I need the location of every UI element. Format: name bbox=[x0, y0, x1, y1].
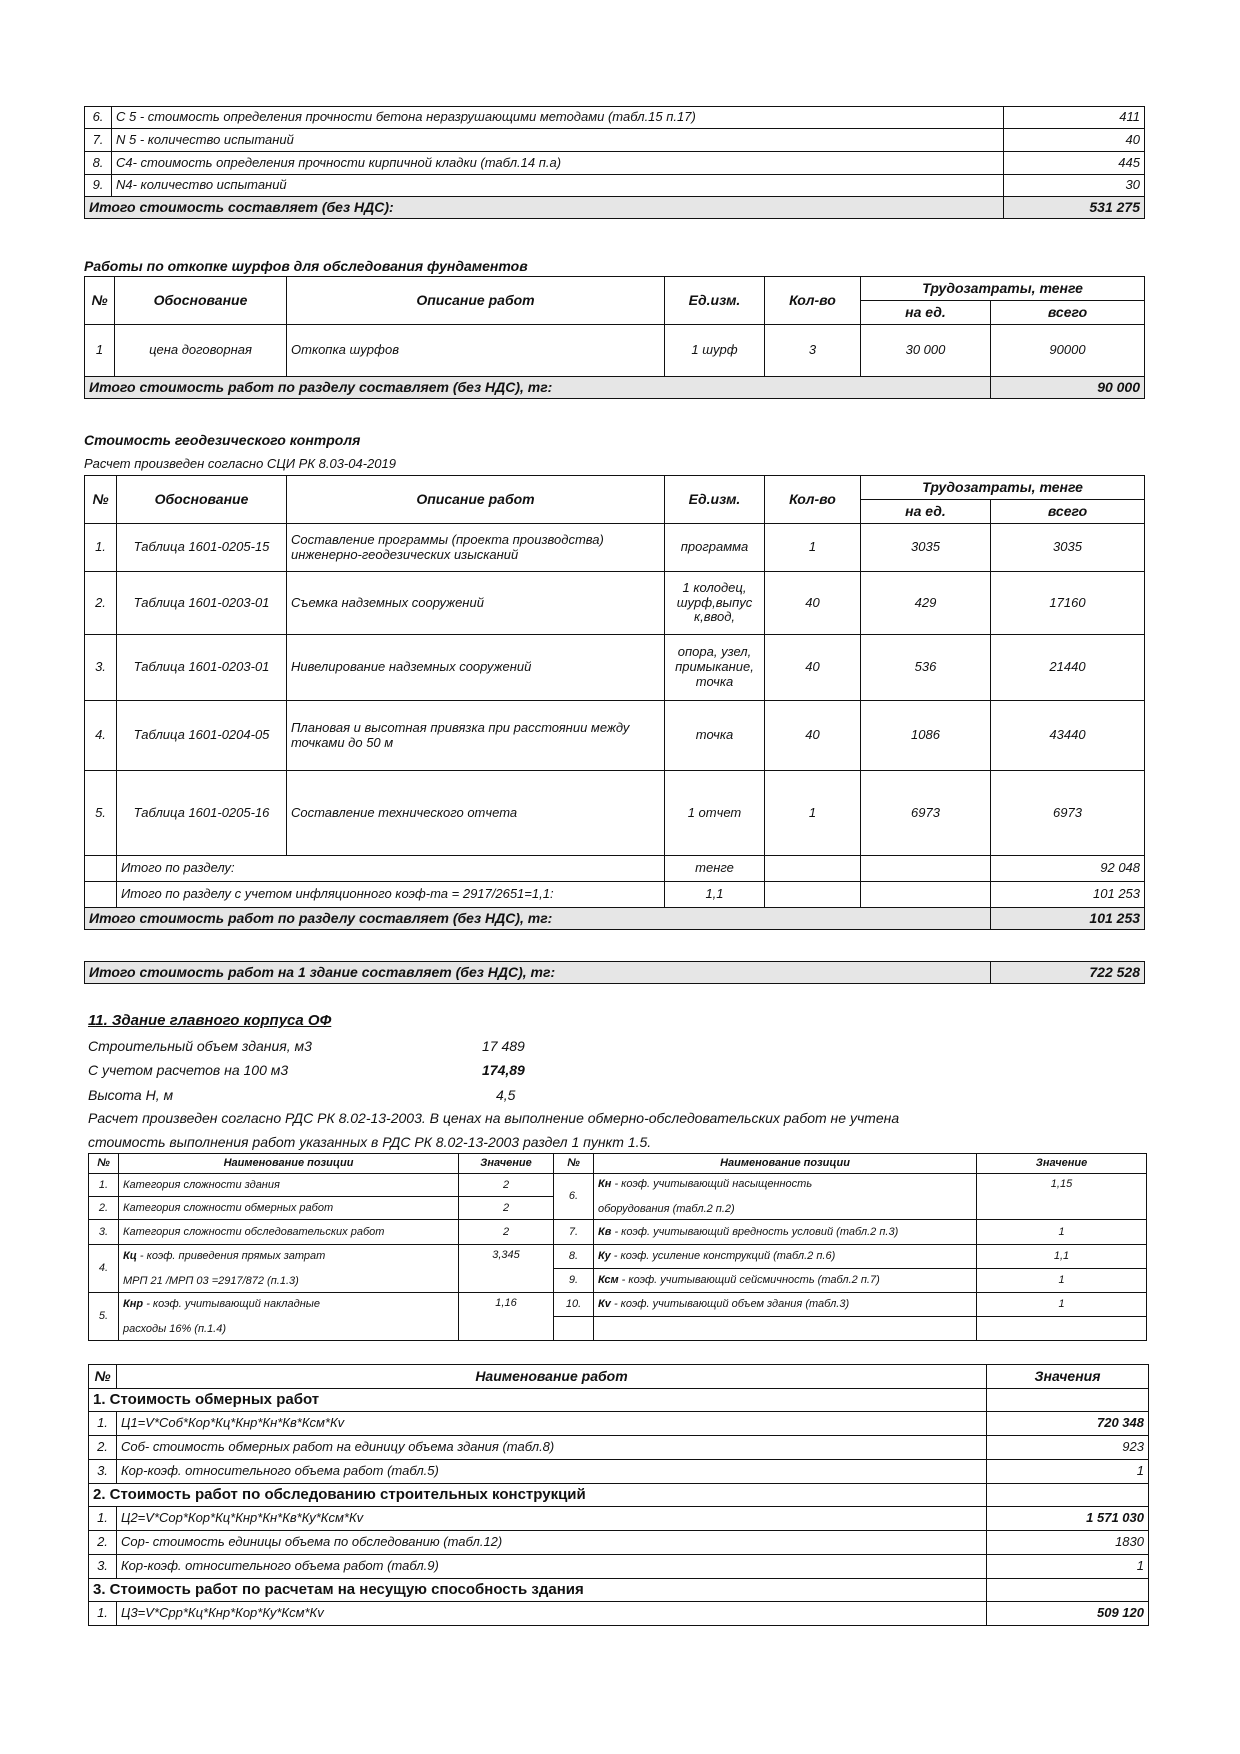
param-label: С учетом расчетов на 100 м3 bbox=[88, 1062, 289, 1078]
table-row: 1. Категория сложности здания 2 6. Кн - коэф. учитывающий насыщенность оборудования (табл.2 п.2) 1,15 bbox=[89, 1174, 1147, 1197]
total-row: Итого стоимость составляет (без НДС): 531 275 bbox=[85, 197, 1145, 219]
excavation-table: № Обоснование Описание работ Ед.изм. Кол-во Трудозатраты, тенге на ед. всего 1 цена договорная Откопка шурфов 1 шурф 3 30 000 90000 Итого стоимость работ по разделу составляет (без НДС), тг: 90 000 bbox=[84, 276, 1145, 399]
table-row: 3. Кор-коэф. относительного объема работ (табл.9) 1 bbox=[89, 1555, 1149, 1579]
section-heading: Работы по откопке шурфов для обследования фундаментов bbox=[84, 258, 528, 274]
table-row: 2. Соб- стоимость обмерных работ на единицу объема здания (табл.8) 923 bbox=[89, 1436, 1149, 1460]
table-row: 2. Сор- стоимость единицы объема по обследованию (табл.12) 1830 bbox=[89, 1531, 1149, 1555]
param-value: 17 489 bbox=[482, 1038, 525, 1054]
table-row: 9. Ксм - коэф. учитывающий сейсмичность (табл.2 п.7) 1 bbox=[89, 1269, 1147, 1293]
grand-total: Итого стоимость работ на 1 здание составляет (без НДС), тг: 722 528 bbox=[84, 961, 1145, 984]
section-row: 2. Стоимость работ по обследованию строительных конструкций bbox=[89, 1484, 1149, 1507]
table-row: 1. Ц1=V*Соб*Кор*Кц*Кнр*Кн*Кв*Ксм*Кv 720 348 bbox=[89, 1412, 1149, 1436]
geodetic-table: № Обоснование Описание работ Ед.изм. Кол-во Трудозатраты, тенге на ед. всего 1. Таблица 1601-0205-15 Составление программы (проекта производства) инженерно-геодезических изысканий программа 1 3035 3035 2. Таблица 1601-0203-01 Съемка надземных сооружений 1 колодец, шурф,выпус к,ввод, 40 429 17160 3. Таблица 1601-0203-01 Нивелирование надземных сооружений опора, узел, примыкание, точка 40 536 21440 4. Таблица 1601-0204-05 Плановая и высотная привязка при расстоянии между точками до 50 м точка 40 1086 43440 5. Таблица 1601-0205-16 Составление технического отчета 1 отчет 1 6973 6973 Итого по разделу: тенге 92 048 Итого по разделу с учетом инфляционного коэф-та = 2917/2651=1,1: 1,1 101 253 Итого стоимость работ по разделу составляет (без НДС), тг: 101 253 bbox=[84, 475, 1145, 930]
table-row: 4. Кц - коэф. приведения прямых затрат МРП 21 /МРП 03 =2917/872 (п.1.3) 3,345 8. Ку - коэф. усиление конструкций (табл.2 п.6) 1,1 bbox=[89, 1245, 1147, 1269]
table-row: 5. Таблица 1601-0205-16 Составление технического отчета 1 отчет 1 6973 6973 bbox=[85, 771, 1145, 856]
table-row: 3. Кор-коэф. относительного объема работ (табл.5) 1 bbox=[89, 1460, 1149, 1484]
section-row: 1. Стоимость обмерных работ bbox=[89, 1389, 1149, 1412]
works-cost-table: № Наименование работ Значения 1. Стоимость обмерных работ 1. Ц1=V*Соб*Кор*Кц*Кнр*Кн*Кв*Ксм*Кv 720 348 2. Соб- стоимость обмерных работ на единицу объема здания (табл.8) 923 3. Кор-коэф. относительного объема работ (табл.5) 1 2. Стоимость работ по обследованию строительных конструкций 1. Ц2=V*Сор*Кор*Кц*Кнр*Кн*Кв*Ку*Ксм*Кv 1 571 030 2. Сор- стоимость единицы объема по обследованию (табл.12) 1830 3. Кор-коэф. относительного объема работ (табл.9) 1 3. Стоимость работ по расчетам на несущую способность здания 1. Ц3=V*Срр*Кц*Кнр*Кор*Ку*Ксм*Кv 509 120 bbox=[88, 1364, 1149, 1626]
table-row: 1. Таблица 1601-0205-15 Составление программы (проекта производства) инженерно-геодезических изысканий программа 1 3035 3035 bbox=[85, 524, 1145, 572]
note-line: Расчет произведен согласно РДС РК 8.02-13-2003. В ценах на выполнение обмерно-обследовательских работ не учтена bbox=[88, 1110, 900, 1126]
table-row: 8. C4- стоимость определения прочности кирпичной кладки (табл.14 п.а) 445 bbox=[85, 152, 1145, 175]
subtotal-row: Итого по разделу: тенге 92 048 bbox=[85, 856, 1145, 882]
subtotal-row: Итого по разделу с учетом инфляционного коэф-та = 2917/2651=1,1: 1,1 101 253 bbox=[85, 882, 1145, 908]
coefficients-table: № Наименование позиции Значение № Наименование позиции Значение 1. Категория сложности здания 2 6. Кн - коэф. учитывающий насыщенность оборудования (табл.2 п.2) 1,15 2. Категория сложности обмерных работ 2 3. Категория сложности обследовательских работ 2 7. Кв - коэф. учитывающий вредность условий (табл.2 п.3) 1 4. Кц - коэф. приведения прямых затрат МРП 21 /МРП 03 =2917/872 (п.1.3) 3,345 8. Ку - коэф. усиление конструкций (табл.2 п.6) 1,1 9. Ксм - коэф. учитывающий сейсмичность (табл.2 п.7) 1 5. Кнр - коэф. учитывающий накладные расходы 16% (п.1.4) 1,16 10. Кv - коэф. учитывающий объем здания (табл.3) 1 bbox=[88, 1153, 1147, 1341]
table-row: 2. Категория сложности обмерных работ 2 bbox=[89, 1197, 1147, 1220]
cost-table-1 bbox=[84, 106, 1145, 219]
section-row: 3. Стоимость работ по расчетам на несущую способность здания bbox=[89, 1579, 1149, 1602]
param-label: Строительный объем здания, м3 bbox=[88, 1038, 312, 1054]
table-row: 1 цена договорная Откопка шурфов 1 шурф 3 30 000 90000 bbox=[85, 325, 1145, 377]
param-label: Высота Н, м bbox=[88, 1087, 174, 1103]
section-subheading: Расчет произведен согласно СЦИ РК 8.03-04-2019 bbox=[84, 456, 396, 471]
table-row: 3. Категория сложности обследовательских работ 2 7. Кв - коэф. учитывающий вредность условий (табл.2 п.3) 1 bbox=[89, 1220, 1147, 1245]
note-line: стоимость выполнения работ указанных в РДС РК 8.02-13-2003 раздел 1 пункт 1.5. bbox=[88, 1134, 652, 1150]
table-row: 5. Кнр - коэф. учитывающий накладные расходы 16% (п.1.4) 1,16 10. Кv - коэф. учитывающий объем здания (табл.3) 1 bbox=[89, 1293, 1147, 1317]
table-row: 6. C 5 - стоимость определения прочности бетона неразрушающими методами (табл.15 п.17) 411 bbox=[85, 107, 1145, 129]
table-row: 7. N 5 - количество испытаний 40 bbox=[85, 129, 1145, 152]
total-row: Итого стоимость работ по разделу составляет (без НДС), тг: 90 000 bbox=[85, 377, 1145, 399]
table-row: 9. N4- количество испытаний 30 bbox=[85, 175, 1145, 197]
section-heading: Стоимость геодезического контроля bbox=[84, 432, 361, 448]
total-row: Итого стоимость работ по разделу составляет (без НДС), тг: 101 253 bbox=[85, 908, 1145, 930]
table-row: 2. Таблица 1601-0203-01 Съемка надземных сооружений 1 колодец, шурф,выпус к,ввод, 40 429 17160 bbox=[85, 572, 1145, 635]
building-heading: 11. Здание главного корпуса ОФ bbox=[88, 1012, 332, 1029]
param-value: 4,5 bbox=[496, 1087, 516, 1103]
table-row: 3. Таблица 1601-0203-01 Нивелирование надземных сооружений опора, узел, примыкание, точка 40 536 21440 bbox=[85, 635, 1145, 701]
param-value: 174,89 bbox=[482, 1062, 525, 1078]
table-row: 4. Таблица 1601-0204-05 Плановая и высотная привязка при расстоянии между точками до 50 м точка 40 1086 43440 bbox=[85, 701, 1145, 771]
table-row: 1. Ц3=V*Срр*Кц*Кнр*Кор*Ку*Ксм*Кv 509 120 bbox=[89, 1602, 1149, 1626]
table-row: 1. Ц2=V*Сор*Кор*Кц*Кнр*Кн*Кв*Ку*Ксм*Кv 1 571 030 bbox=[89, 1507, 1149, 1531]
